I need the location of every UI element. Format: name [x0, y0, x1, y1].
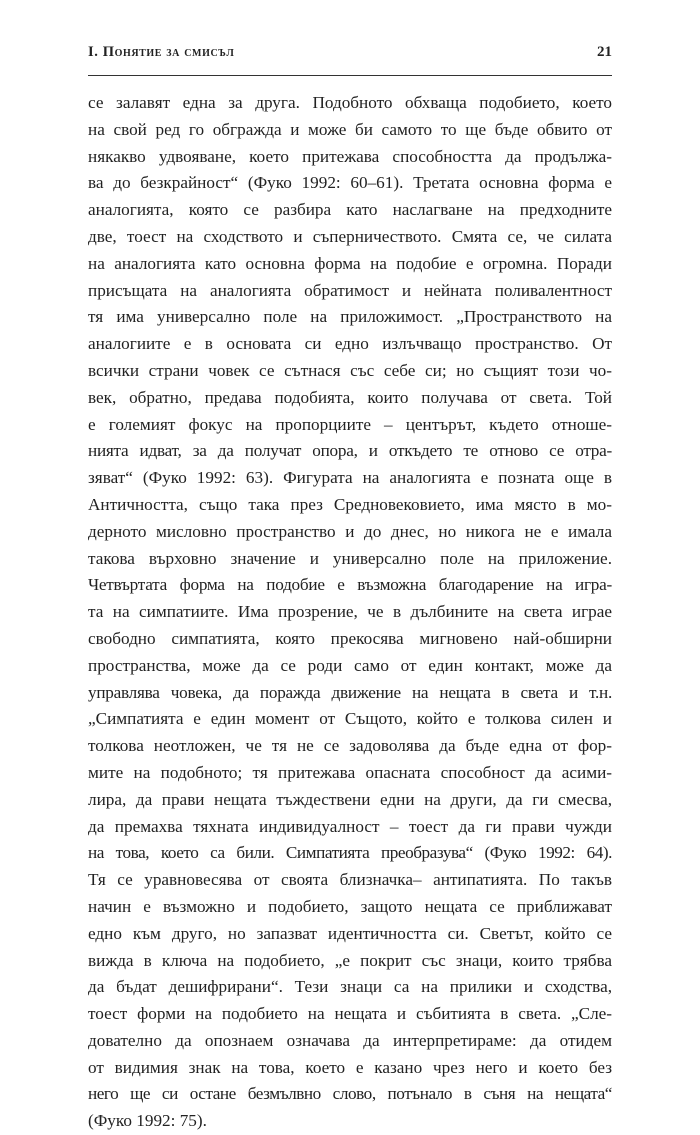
text-line: две, тоест на сходството и съперничеството. Смята се, че силата	[88, 226, 612, 246]
text-line: едно към друго, но запазват идентичността си. Светът, който се	[88, 923, 612, 943]
text-line: Тя се уравновесява от своята близначка– антипатията. По такъв	[88, 870, 612, 890]
text-line: ва до безкрайност“ (Фуко 1992: 60–61). Третата основна форма е	[88, 173, 612, 193]
text-line: всички страни човек се сътнася със себе си; но същият този чо-	[88, 360, 612, 380]
text-line: управлява човека, да поражда движение на нещата в света и т.н.	[88, 682, 612, 702]
page-number: 21	[597, 44, 612, 60]
text-line: аналогиите е в основата си едно излъчващо пространство. От	[88, 334, 612, 354]
text-line: аналогията, която се разбира като наслагване на предходните	[88, 200, 612, 220]
text-line: присъщата на аналогията обратимост и нейната поливалентност	[88, 280, 612, 300]
text-line: да премахва тяхната индивидуалност – тоест да ги прави чужди	[88, 816, 612, 836]
text-line: се залавят една за друга. Подобното обхваща подобието, което	[88, 93, 612, 112]
text-line: Четвъртата форма на подобие е възможна благодарение на игра-	[88, 575, 612, 595]
text-line: тоест форми на подобието на нещата и събитията в света. „Сле-	[88, 1004, 612, 1024]
text-line: на аналогията като основна форма на подобие е огромна. Поради	[88, 253, 612, 273]
text-line: дователно да опознаем означава да интерпретираме: да отидем	[88, 1030, 612, 1050]
text-line: дерното мисловно пространство и до днес, но никога не е имала	[88, 521, 612, 541]
text-line: Античността, също така през Средновековието, има място в мо-	[88, 494, 612, 514]
text-line: мите на подобното; тя притежава опасната способност да асими-	[88, 762, 612, 782]
header-rule	[88, 75, 612, 76]
text-line: да бъдат дешифрирани“. Тези знаци са на прилики и сходства,	[88, 977, 612, 997]
text-line: свободно симпатията, която прекосява мигновено най-обширни	[88, 628, 612, 648]
text-line: е големият фокус на пропорциите – центърът, където отноше-	[88, 414, 612, 434]
text-line: на свой ред го обгражда и може би самото то ще бъде обвито от	[88, 119, 612, 139]
text-line: зяват“ (Фуко 1992: 63). Фигурата на аналогията е позната още в	[88, 468, 612, 488]
text-line: (Фуко 1992: 75).	[88, 1111, 207, 1131]
running-header	[88, 44, 612, 66]
text-line: толкова неотложен, че тя не се задоволява да бъде една от фор-	[88, 736, 612, 756]
text-line: от видимия знак на това, което е казано чрез него и което без	[88, 1057, 612, 1077]
text-line: нията идват, за да получат опора, и откъдето те отново се отра-	[88, 441, 612, 461]
text-line: пространства, може да се роди само от един контакт, може да	[88, 655, 612, 675]
text-line: „Симпатията е един момент от Същото, който е толкова силен и	[88, 709, 612, 729]
text-line: на това, което са били. Симпатията преобразува“ (Фуко 1992: 64).	[88, 843, 612, 863]
text-line: век, обратно, предава подобията, които получава от света. Той	[88, 387, 612, 407]
text-line: тя има универсално поле на приложимост. „Пространството на	[88, 307, 612, 327]
text-line: та на симпатиите. Има прозрение, че в дълбините на света играе	[88, 602, 612, 622]
text-line: вижда в ключа на подобието, „е покрит със знаци, които трябва	[88, 950, 612, 970]
chapter-title: I. Понятие за смисъл	[88, 44, 235, 60]
text-line: начин е възможно и подобието, защото нещата се приближават	[88, 896, 612, 916]
text-line: някакво удвояване, което притежава способността да продължа-	[88, 146, 612, 166]
body-text	[88, 90, 612, 1135]
text-line: него ще си остане безмълвно слово, потънало в съня на нещата“	[88, 1084, 612, 1104]
text-line: такова върховно значение и универсално поле на приложение.	[88, 548, 612, 568]
text-line: лира, да прави нещата тъждествени едни на други, да ги смесва,	[88, 789, 612, 809]
